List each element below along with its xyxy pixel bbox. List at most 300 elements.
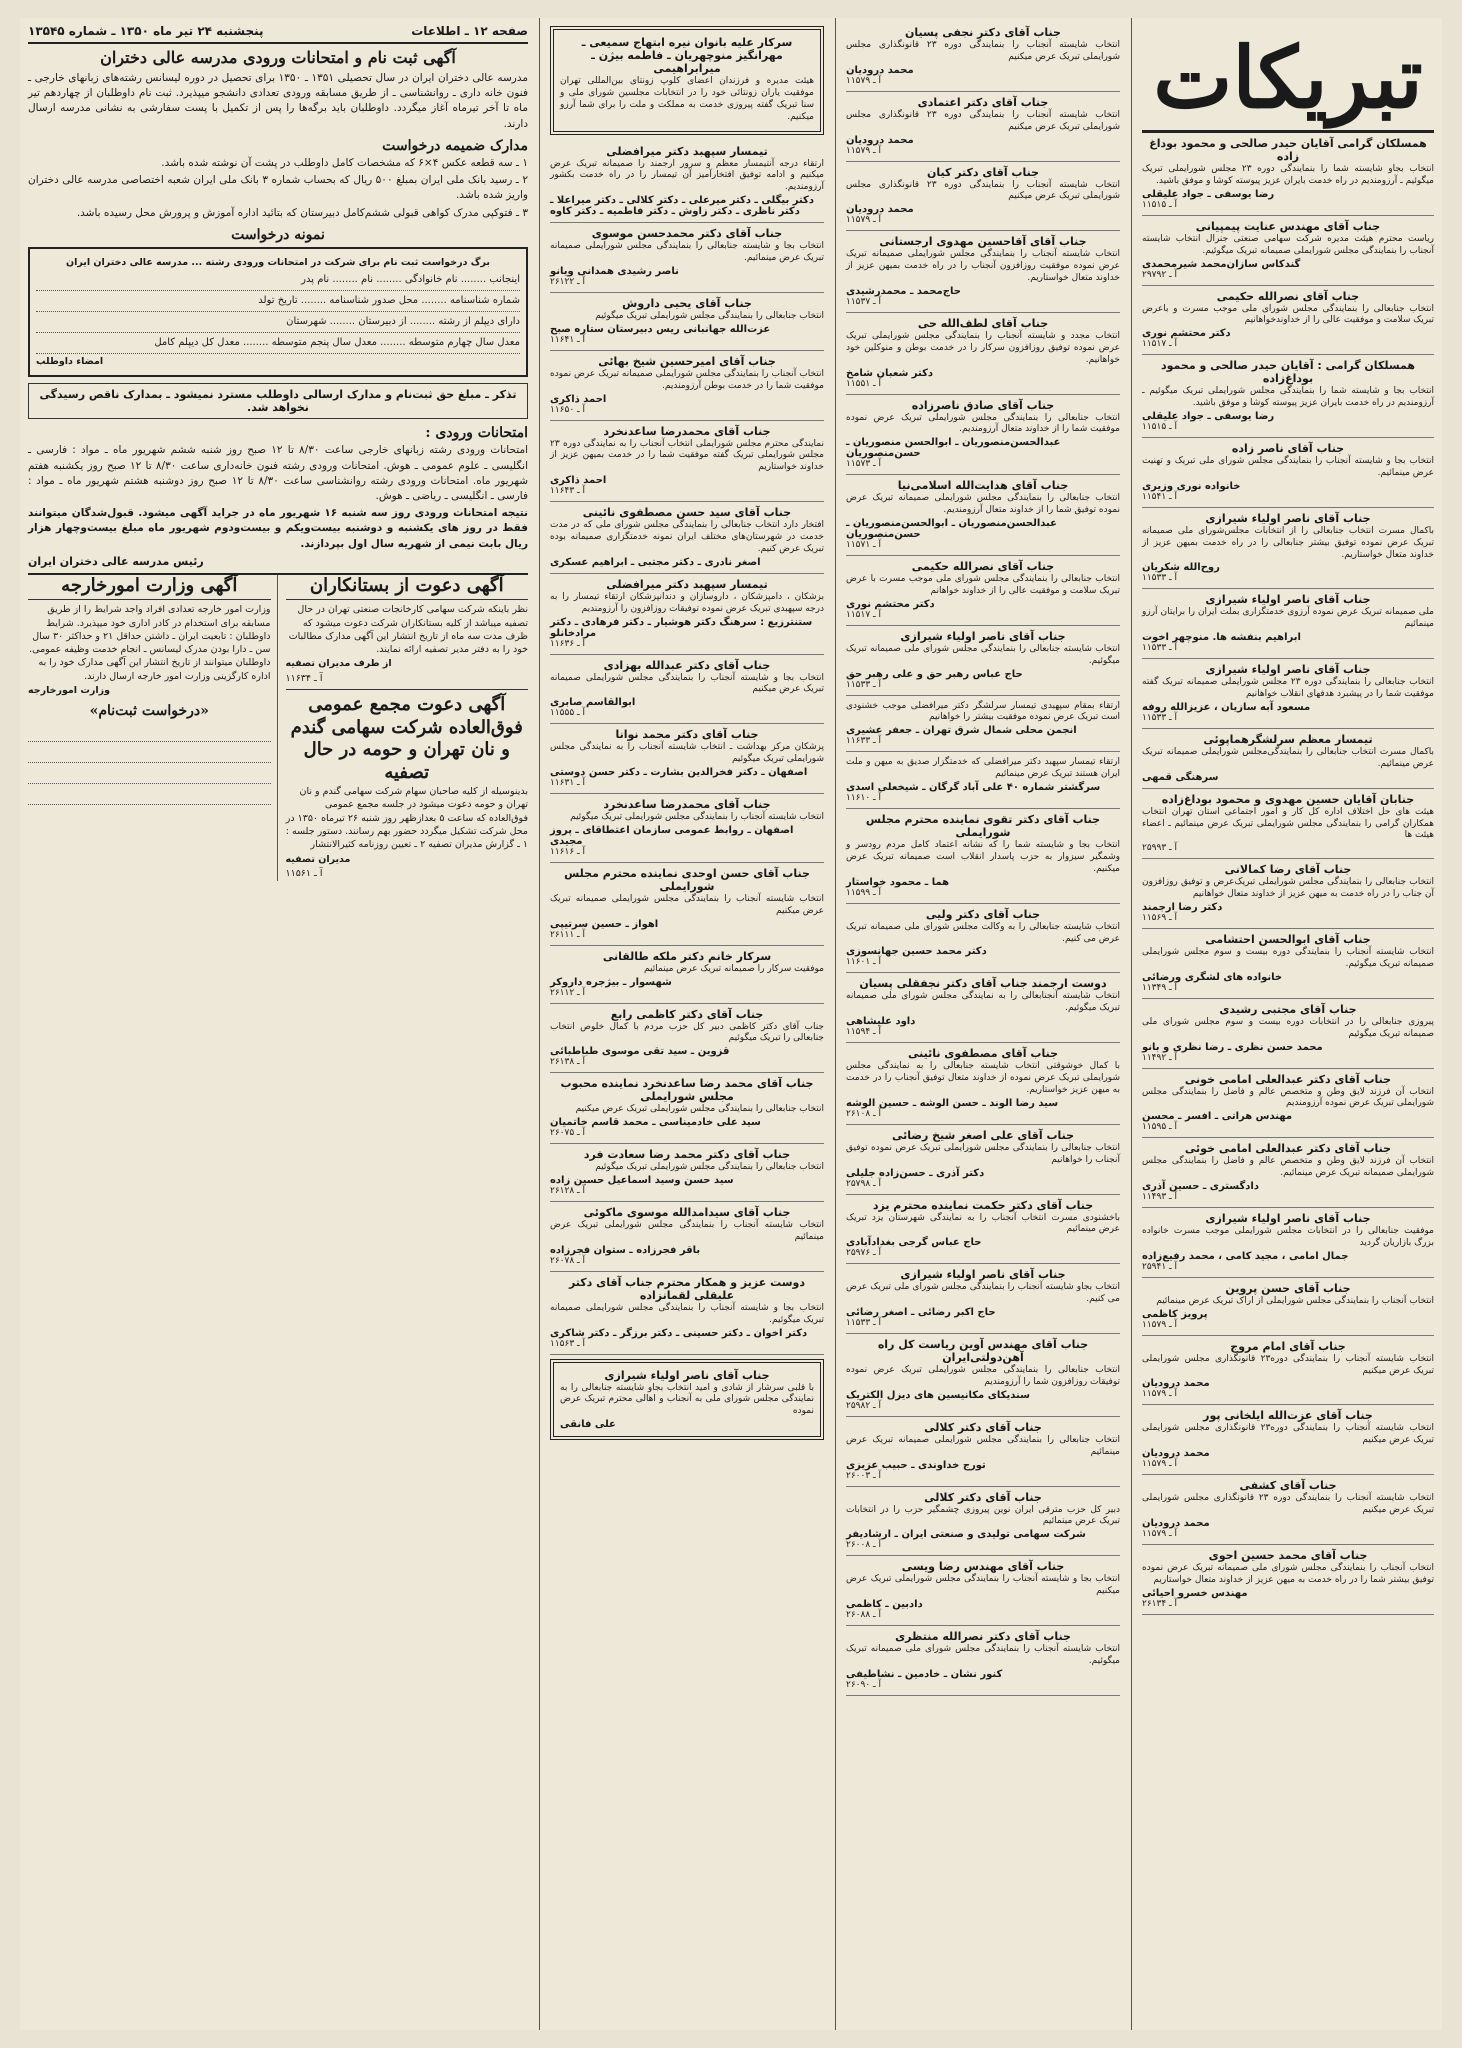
ad-number: آ ـ ۱۱۵۷۹ bbox=[1142, 1459, 1178, 1470]
ad-body: باکمال مسرت انتخاب جنابعالی را از انتخابات مجلس‌شورای ملی صمیمانه تبریک عرض نموده توفیق بیشتر جنابعالی را در راه خدمت بمیهن عزیز از خداوند متعال خواستاریم. bbox=[1142, 525, 1434, 560]
column-congratulations-1 bbox=[1134, 18, 1442, 2030]
ad-number: آ ـ ۲۹۷۹۲ bbox=[1142, 269, 1178, 280]
ad-number: آ ـ ۱۱۵۶۹ bbox=[1142, 913, 1178, 923]
congratulation-ad bbox=[846, 162, 1120, 232]
ad-title: تیمسار سپهبد دکتر میرافضلی bbox=[606, 144, 768, 158]
ad-signature: محمد درودیان bbox=[846, 64, 914, 76]
ad-title: جناب آقای مجتبی رشیدی bbox=[1219, 1002, 1357, 1016]
column-congratulations-3 bbox=[542, 18, 832, 2030]
congratulation-ad bbox=[846, 395, 1120, 476]
ad-title: جناب آقای عزت‌الله ایلخانی پور bbox=[1203, 1409, 1373, 1423]
ad-body: باخشنودی مسرت انتخاب آنجناب را به نمایندگی شهرستان یزد تبریک عرض مینمائیم bbox=[846, 1212, 1120, 1235]
ad-signature: روح‌الله شکریان bbox=[1142, 562, 1220, 574]
ad-title: جناب آقای ناصر زاده bbox=[1231, 442, 1345, 455]
congratulation-ad bbox=[846, 626, 1120, 696]
congratulation-ad bbox=[846, 231, 1120, 313]
ad-signature: ابراهیم بنفشه ها. منوچهر اخوت bbox=[1142, 632, 1301, 644]
ad-signature: تورج خداوندی ـ حبیب عزیزی bbox=[846, 1459, 986, 1471]
form-line bbox=[28, 742, 271, 763]
ad-number: آ ـ ۲۶۰۷۸ bbox=[550, 1255, 586, 1266]
ad-signature: عبدالحسن‌منصوریان ـ ابوالحسن منصوریان ـ حسن‌منصوریان bbox=[846, 437, 1061, 460]
ad-body: انتخاب شایسته آنجناب را بنمایندگی مجلس شورایملی صمیمانه تبریک عرض نموده موفقیت روزافزون آنجناب را در راه خدمت بمیهن عزیز از خداوند متعال خواستاریم. bbox=[846, 249, 1120, 283]
ad-signature: پرویز کاظمی bbox=[1142, 1308, 1208, 1320]
ad-body: انتخاب جنابعالی را بنمایندگی مجلس شورایملی صمیمانه تبریک عرض مینمائیم bbox=[846, 1434, 1120, 1457]
congratulation-ad bbox=[846, 1626, 1120, 1696]
form-line bbox=[28, 721, 271, 742]
ad-title: دوست ارجمند جناب آقای دکتر نجفقلی پسیان bbox=[859, 977, 1107, 991]
congratulation-ad bbox=[1142, 1278, 1434, 1336]
congratulation-ad bbox=[550, 26, 824, 135]
ad-title: جناب آقای ناصر اولیاء شیرازی bbox=[900, 629, 1066, 643]
ad-title: جناب آقای مهندس عنایت پیمپیانی bbox=[1195, 219, 1381, 233]
ad-body: انتخاب شایسته آنجناب را بنمایندگی دوره۲۳ قانونگذاری مجلس شورایملی تبریک عرض میکنیم bbox=[1142, 1423, 1435, 1446]
ad-number: آ ـ ۱۱۵۴۱ bbox=[1142, 491, 1178, 502]
ad-signature: مهندس هراتی ـ افسر ـ محسن bbox=[1142, 1111, 1293, 1123]
ad-signature: قزوین ـ سید تقی موسوی طباطبائی bbox=[550, 1046, 730, 1058]
ad-number: آ ـ ۱۱۶۴۱ bbox=[550, 334, 586, 345]
congratulation-ad bbox=[846, 475, 1120, 556]
congratulation-ad bbox=[1142, 859, 1434, 929]
ad-title: جناب آقای محمدرضا ساعدنخرد bbox=[603, 424, 771, 438]
ad-title: جناب آقای صادق ناصرزاده bbox=[911, 398, 1055, 412]
ad-body: انتخاب شایسته آنجناب را بنمایندگی دوره ۲۳ قانونگذاری مجلس شورایملی تبریک عرض میکنیم bbox=[1142, 1493, 1434, 1515]
congratulation-ad bbox=[550, 223, 824, 293]
ads-list bbox=[846, 22, 1120, 1696]
congratulation-ad bbox=[1142, 355, 1434, 438]
ad-number: آ ـ ۱۱۵۷۱ bbox=[846, 540, 882, 550]
ad-title: جناب آقای ناصر اولیاء شیرازی bbox=[1205, 663, 1371, 677]
ad-signature: دادگستری ـ حسین آذری bbox=[1142, 1181, 1259, 1192]
ad-signature: سید علی خادمیناسی ـ محمد قاسم خاتمیان bbox=[550, 1117, 761, 1129]
ad-body: انتخاب جنابعالی را بنمایندگی مجلس شورایملی تبریک عرض میکنیم bbox=[575, 1104, 824, 1115]
congratulation-ad bbox=[550, 946, 824, 1004]
ad-title: جناب آقای ناصر اولیاء شیرازی bbox=[1205, 1212, 1371, 1225]
ad-signature: سرهنگی قمهی bbox=[1142, 771, 1219, 783]
ad-signature: دادبین ـ کاظمی bbox=[846, 1599, 923, 1610]
ad-title: جناب آقای محمد رضا ساعدنخرد نماینده محبوب مجلس شورایملی bbox=[560, 1077, 814, 1104]
ad-body: نمایندگی محترم مجلس شورایملی انتخاب آنجناب را به نمایندگی دوره ۲۳ مجلس شورایملی تبریک گفته موفقیت شما را در خدمت بمیهن عزیز از خداوند خواستاریم bbox=[550, 438, 824, 473]
ad-signature: عزت‌الله جهانبانی ریس دبیرستان ستاره صبح bbox=[550, 323, 771, 335]
ad-title: جناب آقای حسن پروین bbox=[1225, 1281, 1351, 1295]
ad-body: پیروزی جنابعالی را در انتخابات دوره بیست و سوم مجلس شورای ملی صمیمانه تبریک میگوئیم bbox=[1142, 1016, 1434, 1039]
ad-number: آ ـ ۱۱۵۱۷ bbox=[1142, 339, 1178, 350]
ad-body: انتخاب جنابعالی را بنمایندگی دوره ۲۳ مجلس شورایملی صمیمانه تبریک گفته موفقیت شما را در پیشبرد هدفهای انقلاب خواهانیم bbox=[1142, 677, 1434, 699]
congratulation-ad bbox=[846, 1417, 1120, 1487]
congratulation-ad bbox=[1142, 1545, 1434, 1615]
ad-number: آ ـ ۲۵۹۴۱ bbox=[1142, 1261, 1178, 1272]
date-label: پنجشنبه ۲۴ تیر ماه ۱۳۵۰ ـ شماره ۱۳۵۴۵ bbox=[28, 24, 264, 38]
ad-signature: جمال امامی ، مجید کامی ، محمد رفیع‌زاده bbox=[1142, 1250, 1349, 1262]
form-sample-heading: نمونه درخواست bbox=[231, 226, 325, 243]
ad-body: ارتقاء درجه آنتیمسار معظم و سرور ارجمند را صمیمانه تبریک عرض میکنیم و ادامه توفیق افتخارآمیز آن تیمسار را در راه خدمت بکشور آرزومندیم. bbox=[550, 158, 824, 193]
ad-title: جناب آقای دکتر حکمت نماینده محترم یزد bbox=[872, 1198, 1094, 1212]
ad-body: انتخاب شایسته آنجناب را بنمایندگی مجلس شورای ملی صمیمانه تبریک میگوئیم. bbox=[846, 1644, 1120, 1666]
ad-signature: احمد ذاکری bbox=[550, 475, 607, 487]
ad-number: آ ـ ۱۱۵۹۴ bbox=[846, 1027, 882, 1038]
ad-body: انتخاب جنابعالی را بنمایندگی مجلس شورای ملی موجب مسرت و باعرض تبریک سلامت و موفقیت عالی را از خداوندخواهانیم bbox=[1142, 303, 1434, 326]
ad-body: انتخاب بجا و شایسته آنجناب را بنمایندگی مجلس شورای ملی تبریک و تهنیت عرض مینمائیم. bbox=[1142, 456, 1434, 478]
ad-body: هیئت مدیره و فرزندان اعضای کلوپ زونتای بین‌المللی تهران موفقیت یاران زونتائی خود را در انتخابات مجلسین شورای ملی و سنا تبریک گفته پیروزی خدمت به مملکت و ملت را برای شما آرزو میکنیم. bbox=[560, 76, 814, 122]
congratulation-ad bbox=[550, 1272, 824, 1355]
ad-title: جناب آقای ناصر اولیاء شیرازی bbox=[1205, 511, 1371, 525]
creditors-signature: از طرف مدیران تصفیه bbox=[285, 658, 392, 670]
bottom-ads bbox=[28, 573, 528, 881]
ad-number: آ ـ ۱۱۴۹۳ bbox=[1142, 1192, 1178, 1202]
ad-number: آ ـ ۱۱۶۰۱ bbox=[846, 957, 882, 968]
ad-title: تیمسار سپهبد دکتر میرافضلی bbox=[606, 577, 768, 591]
congratulation-ad bbox=[1142, 1069, 1434, 1139]
ad-body: ارتقاء تیمسار سپهبد دکتر میرافضلی که خدمتگزار صدیق به میهن و ملت ایران هستند تبریک عرض مینمائیم bbox=[846, 757, 1120, 780]
congratulation-ad bbox=[550, 1004, 824, 1074]
congratulation-ad bbox=[846, 1264, 1120, 1334]
ad-title: جناب آقای دکتر محمد رضا سعادت فرد bbox=[583, 1148, 791, 1162]
ad-title: جناب آقای آقاحسین مهدوی ارجستانی bbox=[879, 235, 1087, 249]
ad-number: آ ـ ۱۱۵۳۳ bbox=[1142, 712, 1178, 723]
ad-title: جناب آقای علی اصغر شیخ رضائی bbox=[891, 1128, 1075, 1142]
ad-signature: باقر فجرزاده ـ ستوان فجرزاده bbox=[550, 1244, 701, 1256]
ad-title: جناب آقای نصرالله حکیمی bbox=[911, 560, 1055, 573]
ad-title: جناب آقای دکتر نجفی پسیان bbox=[905, 26, 1061, 39]
results-text: نتیجه امتحانات ورودی روز سه شنبه ۱۶ شهریور ماه در جراید آگهی میشود. قبول‌شدگان میتوانند فقط در روز های یکشنبه و دوشنبه بیست‌ویکم و بیست‌ودوم شهریور ماه مبلغ بیست‌وچهار هزار ریال بابت نیمی از شهریه سال اول بپردازند. bbox=[28, 507, 528, 550]
congratulation-ad bbox=[550, 655, 824, 725]
ad-body: انتخاب آنجناب را بنمایندگی مجلس شورایملی صمیمانه تبریک عرض نموده موفقیت شما را در خدمت بوطن آرزومندیم. bbox=[550, 368, 824, 391]
assembly-signature: مدیران تصفیه bbox=[285, 853, 351, 865]
ad-title: جناب آقای مهندس رضا ویسی bbox=[901, 1560, 1065, 1574]
ad-title: جناب آقای دکتر کلالی bbox=[924, 1490, 1042, 1504]
ad-body: انتخاب بجا و شایسته آنجناب را بنمایندگی مجلس شورایملی تبریک عرض میکنیم bbox=[846, 1574, 1120, 1597]
ad-signature: دکتر بیگلی ـ دکتر میرعلی ـ دکتر کلالی ـ دکتر میراعلا ـ دکتر ناظری ـ دکتر زاوش ـ دکتر فاطمیه ـ دکتر کاوه bbox=[550, 195, 814, 218]
ad-body: دبیر کل حزب مترقی ایران نوین پیروزی چشمگیر حزب را در انتخابات تبریک عرض مینمائیم bbox=[846, 1504, 1120, 1527]
ad-signature: ابوالقاسم صابری bbox=[550, 697, 636, 709]
exams-heading: امتحانات ورودی : bbox=[425, 425, 528, 442]
ad-title: جناب آقای کشفی bbox=[1239, 1479, 1337, 1493]
ad-body: انتخاب جنابعالی را بنمایندگی مجلس شورایملی تبریک عرض نموده توفیق آنجناب را خواهانیم bbox=[846, 1142, 1120, 1165]
ad-body: انتخاب شایسته آنجناب را بنمایندگی مجلس شورایملی تبریک میگوئیم bbox=[570, 812, 824, 822]
congratulation-ad bbox=[846, 809, 1120, 904]
ad-signature: حاج‌محمد ـ محمدرشیدی bbox=[846, 285, 961, 297]
ad-number: آ ـ ۱۱۵۵۱ bbox=[846, 378, 882, 389]
creditors-ads bbox=[286, 575, 529, 881]
ad-signature: شرکت سهامی تولیدی و صنعتی ایران ـ ارشادیفر bbox=[846, 1529, 1086, 1541]
column-congratulations-2 bbox=[838, 18, 1128, 2030]
ad-number: آ ـ ۱۱۵۷۹ bbox=[1142, 1389, 1178, 1400]
ad-signature: مسعود آبه سازیان ، عزیزالله روفه bbox=[1142, 701, 1311, 713]
ad-body: انتخاب شایسته آنجناب را بنمایندگی دوره ۲۳ قانونگذاری مجلس شورایملی تبریک عرض میکنیم bbox=[846, 109, 1120, 132]
ad-number: آ ـ ۱۱۵۳۷ bbox=[846, 296, 882, 307]
congratulation-ad bbox=[1142, 1138, 1434, 1208]
ad-body: انتخاب شایسته جنابعالی را بنمایندگی مجلس شورای ملی صمیمانه تبریک میگوئیم. bbox=[846, 643, 1120, 666]
ad-number: آ ـ ۱۱۵۹۵ bbox=[1142, 1122, 1178, 1133]
congratulation-ad bbox=[846, 1487, 1120, 1557]
masthead-title: تبریکات bbox=[1142, 22, 1434, 133]
ad-body: انتخاب بجا و شایسته آنجناب را بنمایندگی مجلس شورایملی صمیمانه تبریک عرض میکنیم bbox=[550, 672, 824, 695]
ad-number: آ ـ ۱۱۶۵۰ bbox=[550, 404, 586, 415]
form-title: برگ درخواست ثبت نام برای شرکت در امتحانات ورودی رشته ... مدرسه عالی دختران ایران bbox=[66, 256, 490, 268]
congratulation-ad bbox=[550, 502, 824, 574]
notice-title: آگهی ثبت نام و امتحانات ورودی مدرسه عالی دختران bbox=[100, 48, 456, 67]
congratulation-ad bbox=[846, 973, 1120, 1043]
congratulation-ad bbox=[1142, 508, 1434, 590]
form-lines bbox=[36, 270, 520, 354]
ad-body: انتخاب مجدد و شایسته آنجناب را بنمایندگی مجلس شورایملی تبریک عرض نموده توفیق روزافزون سرکار را در خدمت بوطن و منوکلین خود خواهانیم. bbox=[846, 330, 1120, 365]
assembly-number: آ ـ ۱۱۵۶۱ bbox=[285, 867, 323, 879]
ad-number: آ ـ ۲۵۹۷۶ bbox=[846, 1248, 882, 1259]
ad-title: جناب آقای سیدامدالله موسوی ماکوئی bbox=[583, 1206, 791, 1219]
ad-title: جناب آقای سید حسن مصطفوی نائینی bbox=[582, 506, 792, 520]
ad-body: انتخاب آنجناب را بنمایندگی مجلس شورای ملی صمیمانه تبریک عرض نموده توفیق بیشتر شما را در راه خدمت به میهن عزیز از خداوند متعال خواستاریم bbox=[1142, 1562, 1434, 1585]
assembly-text: بدینوسیله از کلیه صاحبان سهام شرکت سهامی گندم و نان تهران و حومه دعوت میشود در جلسه مجمع عمومی فوق‌العاده که ساعت ۵ بعدازظهر روز شنبه ۲۶ تیرماه ۱۳۵۰ در محل شرکت تشکیل میگردد حضور بهم رسانند. دستور جلسه : ۱ ـ گزارش مدیران تصفیه ۲ ـ تعیین روزنامه کثیرالانتشار bbox=[285, 786, 528, 851]
ad-number: آ ـ ۲۵۹۸۲ bbox=[846, 1400, 882, 1411]
ad-body: با کمال خوشوقتی انتخاب شایسته جنابعالی را به نمایندگی مجلس شورایملی تبریک عرض نموده از خداوند متعال توفیق آنجناب را در خدمت به میهن عزیز خواستاریم. bbox=[846, 1061, 1120, 1095]
ad-signature: اهواز ـ حسین سرتیپی bbox=[550, 918, 659, 930]
ad-number: آ ـ ۱۱۵۵۵ bbox=[550, 708, 586, 719]
foreign-ministry-ad bbox=[28, 575, 278, 881]
page-header bbox=[28, 22, 528, 44]
ad-signature: رضا یوسفی ـ جواد علیقلی bbox=[1142, 188, 1275, 200]
ad-title: جناب آقای ناصر اولیاء شیرازی bbox=[900, 1268, 1066, 1282]
ad-number: آ ـ ۲۶۰۰۳ bbox=[846, 1470, 882, 1481]
ad-body: ارتقاء بمقام سپهبدی تیمسار سرلشگر دکتر میرافضلی موجب خشنودی است تبریک عرض نموده موفقیت بیشتر را خواهانیم bbox=[846, 700, 1120, 723]
ad-number: آ ـ ۲۶۰۸۸ bbox=[846, 1610, 882, 1620]
column-notices bbox=[20, 18, 536, 2030]
ad-title: جناب آقای دکتر کلالی bbox=[924, 1420, 1042, 1434]
ad-number: آ ـ ۱۱۵۳۳ bbox=[1142, 573, 1178, 584]
ad-title: جناب آقای دکتر عبدالعلی امامی خوئی bbox=[1184, 1142, 1392, 1156]
ad-body: انتخاب جنابعالی را بنمایندگی مجلس شورایملی تبریک‌عرض و توفیق روزافزون آن جناب را در راه خدمت به میهن عزیز از خداوند متعال خواهانیم bbox=[1142, 877, 1434, 900]
ad-signature: حاج عباس گرجی بغداد‌آبادی bbox=[846, 1237, 982, 1249]
ad-number: آ ـ ۲۵۷۹۸ bbox=[846, 1178, 882, 1189]
ad-body: انتخاب شایسته آنجنابعالی را به نمایندگی مجلس شورای ملی صمیمانه تبریک میگوئیم. bbox=[846, 991, 1120, 1014]
ad-signature: ناصر رشیدی همدانی ویانو bbox=[550, 265, 679, 277]
ad-signature: دکتر محتشم نوری bbox=[1142, 328, 1231, 340]
column-rule bbox=[835, 18, 836, 2030]
congratulation-ad bbox=[846, 1043, 1120, 1125]
ad-body: انتخاب آنجناب را بنمایندگی مجلس شورایملی از اراک تبریک عرض مینمائیم bbox=[1156, 1295, 1434, 1306]
congratulation-ad bbox=[846, 1125, 1120, 1195]
ad-title: جناب آقای دکتر نصرالله منتظری bbox=[895, 1630, 1071, 1643]
ad-number: آ ـ ۲۵۹۹۳ bbox=[1142, 843, 1178, 854]
ad-body: افتخار دارد انتخاب جنابعالی را بنمایندگی مجلس شورای ملی که در مدت خدمت در شهرستان‌های مختلف ایران نمونه خدمتگزاری صمیمانه بوده تبریک عرض کنیم. bbox=[550, 520, 824, 554]
congratulation-ad bbox=[846, 1556, 1120, 1626]
ad-signature: دکتر رضا ارجمند bbox=[1142, 902, 1223, 913]
ads-list bbox=[550, 26, 824, 1440]
ad-title: جناب آقای محمد حسین احوی bbox=[1208, 1548, 1368, 1562]
foreign-ministry-text: وزارت امور خارجه تعدادی افراد واجد شرایط را از طریق مسابقه برای استخدام در کادر اداری خود میپذیرد. شرایط داوطلبان : تابعیت ایران ـ داشتن حداقل ۲۱ و حداکثر ۳۰ سال سن ـ دارا بودن مدرک لیسانس ـ انجام خدمت وظیفه عمومی. داوطلبان میتوانند از تاریخ انتشار این آگهی مدارک خود را به اداره کارگزینی وزارت امور خارجه ارسال دارند. bbox=[29, 604, 271, 682]
ad-title: جناب آقای دکتر محمد نوانا bbox=[615, 728, 759, 742]
ad-body: انتخاب شایسته آنجناب را بنمایندگی دوره بیست و سوم مجلس شورایملی صمیمانه تبریک میگوئیم. bbox=[1142, 947, 1434, 969]
ad-title: جناب آقای نصرالله حکیمی bbox=[1216, 289, 1360, 303]
congratulation-ad bbox=[1142, 133, 1434, 216]
exams-text: امتحانات ورودی رشته زبانهای خارجی ساعت ۸/۳۰ تا ۱۲ صبح روز شنبه ششم شهریور ماه ـ مواد : فارسی ـ انگلیسی ـ علوم عمومی ـ هوش. امتحانات ورودی رشته فنون خانه‌داری ساعت ۸/۳۰ تا ۱۲ صبح روز یکشنبه هفتم شهریور ماه. امتحانات ورودی رشته روانشناسی ساعت ۸/۳۰ تا ۱۲ صبح روز دوشنبه هشتم شهریور ماه ـ مواد : فارسی ـ انگلیسی ـ ریاضی ـ هوش. bbox=[28, 444, 529, 502]
congratulation-ad bbox=[550, 1073, 824, 1144]
ad-number: آ ـ ۲۶۱۰۸ bbox=[846, 1108, 882, 1119]
ad-number: آ ـ ۲۶۱۱۱ bbox=[550, 929, 586, 940]
congratulation-ad bbox=[550, 1202, 824, 1272]
congratulation-ad bbox=[846, 1195, 1120, 1265]
ad-number: آ ـ ۱۱۵۳۳ bbox=[846, 679, 882, 690]
congratulation-ad bbox=[1142, 216, 1434, 286]
congratulation-ad bbox=[550, 1144, 824, 1202]
column-rule bbox=[539, 18, 540, 2030]
creditors-number: آ ـ ۱۱۶۳۴ bbox=[285, 672, 323, 684]
congratulation-ad bbox=[1142, 1208, 1434, 1278]
form-line: شماره شناسنامه ........ محل صدور شناسنامه ........ تاریخ تولد bbox=[36, 291, 520, 312]
ad-signature: خانواده نوری وزیری bbox=[1142, 480, 1241, 492]
ad-body: انتخاب بجاو شایسته آنجناب را بنمایندگی مجلس شورای ملی تبریک عرض می کنیم. bbox=[846, 1282, 1120, 1305]
congratulation-ad bbox=[846, 22, 1120, 92]
ad-number: آ ـ ۱۱۵۱۵ bbox=[1142, 422, 1178, 432]
ad-number: آ ـ ۲۶۱۳۴ bbox=[1142, 1598, 1178, 1609]
congratulation-ad bbox=[1142, 1475, 1434, 1545]
ad-body: انتخاب بجا و شایسته جنابعالی را بنمایندگی مجلس شورایملی صمیمانه تبریک عرض مینمائیم. bbox=[550, 241, 824, 263]
ad-title: تیمسار معظم سرلشگر‌هماپوئی bbox=[1203, 732, 1373, 746]
congratulation-ad bbox=[1142, 286, 1434, 356]
ad-signature: انجمن محلی شمال شرق تهران ـ جعفر عشیری bbox=[846, 725, 1077, 737]
congratulation-ad bbox=[1142, 1336, 1434, 1406]
ad-number: آ ـ ۲۶۰۹۰ bbox=[846, 1679, 882, 1690]
ad-body: انتخاب بجاو شایسته شما را بنمایندگی دوره ۲۳ مجلس شورایملی تبریک میگوئیم ـ آرزومندیم در راه خدمت بایران عزیز پیوسته کوشا و موفق باشید. bbox=[1142, 164, 1434, 186]
ad-body: ریاست محترم هیئت مدیره شرکت سهامی صنعتی جنرال انتخاب شایسته آنجناب را بنمایندگی مجلس شورایملی صمیمانه تبریک میگوئیم. bbox=[1142, 233, 1434, 256]
congratulation-ad bbox=[550, 421, 824, 503]
ad-number: آ ـ ۱۱۳۴۹ bbox=[1142, 982, 1178, 993]
ad-number: آ ـ ۱۱۵۷۹ bbox=[846, 75, 882, 86]
ad-signature: احمد ذاکری bbox=[550, 393, 607, 405]
congratulation-ad bbox=[846, 92, 1120, 162]
ad-signature: خانواده های لشگری ورضائی bbox=[1142, 971, 1283, 983]
ad-signature: سید رضا الوند ـ حسن الوشه ـ حسین الوشه bbox=[846, 1097, 1059, 1109]
application-form bbox=[28, 247, 528, 378]
congratulation-ad bbox=[846, 556, 1120, 626]
ad-number: آ ـ ۲۶۱۱۲ bbox=[550, 987, 586, 998]
ad-number: آ ـ ۱۱۶۳۱ bbox=[550, 778, 586, 788]
ad-number: آ ـ ۱۱۵۷۳ bbox=[846, 459, 882, 470]
page-label: صفحه ۱۲ ـ اطلاعات bbox=[411, 24, 528, 38]
creditors-text: نظر باینکه شرکت سهامی کارخانجات صنعتی تهران در حال تصفیه میباشد از کلیه بستانکاران شرکت دعوت میشود که ظرف مدت سه ماه از تاریخ انتشار این آگهی مدارک مطالبات خود را به دفتر مدیر تصفیه ارائه نمایند. bbox=[288, 604, 528, 656]
ad-signature: هما ـ محمود خواستار bbox=[846, 876, 950, 888]
foreign-ministry-title: آگهی وزارت امورخارجه bbox=[28, 575, 271, 600]
ad-signature: گندکاس سازان‌محمد شیرمحمدی bbox=[1142, 258, 1301, 270]
ad-signature: محمد حسن نظری ـ رضا نظری و بانو bbox=[1142, 1041, 1323, 1053]
foreign-ministry-signature: وزارت امورخارجه bbox=[28, 685, 111, 697]
congratulation-ad bbox=[1142, 438, 1434, 508]
congratulation-ad bbox=[1142, 1405, 1434, 1475]
ad-number: آ ـ ۲۶۰۷۵ bbox=[550, 1128, 586, 1139]
ad-signature: اصفهان ـ روابط عمومی سازمان اعتطاقای ـ پروز مجیدی bbox=[550, 824, 794, 847]
ad-title: همسلکان گرامی آقایان حیدر صالحی و محمود بوداغ زاده bbox=[1149, 137, 1427, 163]
ad-title: جناب آقای دکتر ولیی bbox=[925, 907, 1041, 921]
ad-number: آ ـ ۱۱۵۷۹ bbox=[1142, 1528, 1178, 1539]
ads-list bbox=[1142, 133, 1434, 1615]
ad-signature: مهندس خسرو احیائی bbox=[1142, 1587, 1248, 1599]
ad-number: آ ـ ۱۱۴۹۲ bbox=[1142, 1052, 1178, 1063]
congratulation-ad bbox=[550, 794, 824, 863]
column-rule bbox=[1131, 18, 1132, 2030]
ad-number: آ ـ ۱۱۶۴۳ bbox=[550, 486, 586, 497]
ad-signature: اصغر نادری ـ دکتر مجتبی ـ ابراهیم عسکری bbox=[550, 556, 761, 568]
ad-body: انتخاب شایسته آنجناب را بنمایندگی مجلس شورایملی تبریک عرض مینمائیم bbox=[550, 1220, 824, 1242]
form-line bbox=[28, 763, 271, 784]
ad-body: انتخاب شایسته آنجناب را بنمایندگی دوره۲۳ قانونگذاری مجلس شورایملی تبریک عرض میکنیم bbox=[1142, 1353, 1435, 1376]
ad-body: موفقیت سرکار را صمیمانه تبریک عرض مینمائیم bbox=[644, 963, 824, 974]
ad-title: جناب آقای مصطفوی نائینی bbox=[907, 1047, 1059, 1061]
documents-list bbox=[28, 156, 528, 221]
ad-title: جناب آقای هدایت‌الله اسلامی‌نیا bbox=[897, 479, 1069, 493]
ad-body: انتخاب شایسته آنجناب را بنمایندگی دوره ۲۳ قانونگذاری مجلس شورایملی تبریک عرض میکنیم bbox=[846, 40, 1120, 62]
ad-signature: سید حسن وسید اسماعیل حسین زاده bbox=[550, 1175, 734, 1186]
ad-title: جناب آقای دکتر اعتمادی bbox=[917, 95, 1049, 109]
ad-title: جناب آقای دکتر تقوی نماینده محترم مجلس شورایملی bbox=[865, 813, 1101, 839]
ad-signature: حاج عباس رهبر حق و علی رهبر حق bbox=[846, 668, 1023, 680]
ad-title: دوست عزیز و همکار محترم جناب آقای دکتر علیقلی لقمانزاده bbox=[568, 1275, 806, 1302]
ad-number: آ ـ ۲۶۱۲۲ bbox=[550, 276, 586, 287]
congratulation-ad bbox=[846, 904, 1120, 974]
ad-title: جناب آقای امیرحسین شیخ بهائی bbox=[598, 354, 776, 368]
ad-signature: دکتر اخوان ـ دکتر حسینی ـ دکتر برزگر ـ دکتر شاکری bbox=[550, 1327, 808, 1339]
ad-signature: ستنترزیع : سرهنگ دکتر هوشیار ـ دکتر فرهادی ـ دکتر مرادخانلو bbox=[550, 616, 813, 639]
ad-number: آ ـ ۲۶۰۰۸ bbox=[846, 1540, 882, 1551]
ad-number: آ ـ ۱۱۵۱۷ bbox=[846, 609, 882, 620]
congratulation-ad bbox=[846, 752, 1120, 809]
ad-body: انتخاب شایسته آنجناب را بنمایندگی مجلس شورایملی صمیمانه تبریک عرض میکنیم bbox=[550, 893, 824, 916]
ad-signature: محمد درودیان bbox=[1142, 1517, 1210, 1529]
ad-body: باکمال مسرت انتخاب جنابعالی را بنمایندگی‌مجلس شورایملی صمیمانه تبریک عرض مینمائیم. bbox=[1142, 746, 1434, 769]
ad-title: جناب آقای دکتر کاظمی رابع bbox=[610, 1007, 764, 1021]
ad-number: آ ـ ۱۱۶۱۶ bbox=[550, 846, 586, 857]
congratulation-ad bbox=[550, 863, 824, 946]
congratulation-ad bbox=[846, 696, 1120, 753]
ad-title: جناب آقای ناصر اولیاء شیرازی bbox=[604, 1368, 770, 1382]
ad-signature: داود علیشاهی bbox=[846, 1016, 916, 1028]
ad-body: انتخاب شایسته جنابعالی را به وکالت مجلس شورای ملی صمیمانه تبریک عرض می کنیم. bbox=[846, 921, 1120, 944]
ad-body: انتخاب شایسته آنجناب را بنمایندگی دوره ۲۳ قانونگذاری مجلس شورایملی تبریک عرض میکنیم bbox=[846, 179, 1120, 202]
ad-body: انتخاب آن فرزند لایق وطن و متخصص عالم و فاضل را بنمایندگی مجلس شورایملی تبریک عرض نموده آرزومندیم bbox=[1142, 1086, 1434, 1109]
ad-number: آ ـ ۱۱۵۷۹ bbox=[846, 145, 882, 156]
ad-signature: عبدالحسن‌منصوریان ـ ابوالحسن‌منصوریان ـ حسن‌منصوریان bbox=[846, 518, 1057, 540]
notice-intro: مدرسه عالی دختران ایران در سال تحصیلی ۱۳۵۱ ـ ۱۳۵۰ برای تحصیل در دوره لیسانس رشته‌های زبانهای خارجی ـ فنون خانه داری ـ روانشناسی ـ از طریق مسابقه ورودی تعدادی دانشجو میپذیرد. ثبت نام داوطلبان از چهاردهم تیر ماه تا آخر تیرماه آغاز میگردد. داوطلبان باید برگه‌ها را پس از تکمیل با پست سفارشی به نشانی مدرسه ارسال دارند. bbox=[28, 72, 528, 130]
ad-signature: دکتر شعبان شامخ bbox=[846, 367, 934, 379]
ad-title: جناب آقای حسن اوحدی نماینده محترم مجلس شورایملی bbox=[564, 866, 810, 893]
ad-signature: سندیکای مکانیسین های دیزل الکتریک bbox=[846, 1389, 1030, 1401]
ad-title: همسلکان گرامی : آقایان حیدر صالحی و محمود بوداغ‌زاده bbox=[1160, 359, 1416, 386]
ad-body: انتخاب بجا و شایسته شما را که نشانه اعتماد کامل مردم رودسر و وشمگیر سیزوار به حزب پاسدار انقلاب است صمیمانه تبریک عرض میکنیم. bbox=[846, 840, 1120, 874]
ad-signature: دکتر محمد حسین جهانسوزی bbox=[846, 946, 987, 958]
ad-body: انتخاب جنابعالی را بنمایندگی مجلس شورایملی تبریک میگوئیم bbox=[595, 310, 824, 321]
ad-number: آ ـ ۱۱۵۳۳ bbox=[1142, 643, 1178, 654]
ad-signature: دکتر محتشم نوری bbox=[846, 598, 935, 610]
ad-number: آ ـ ۱۱۵۷۹ bbox=[1142, 1319, 1178, 1330]
ad-title: جناب آقای ناصر اولیاء شیرازی bbox=[1205, 593, 1371, 607]
ad-title: جناب آقای ابوالحسن احتشامی bbox=[1205, 933, 1371, 946]
ad-body: بزشکان ، دامپزشکان ، داروسازان و دندانپزشکان ارتقاء تیمسار را به درجه سپهبدی تبریک عرض نموده توفیقات روزافزون را آرزومندیم bbox=[550, 591, 824, 614]
ad-signature: رضا یوسفی ـ جواد علیقلی bbox=[1142, 411, 1275, 422]
congratulation-ad bbox=[550, 351, 824, 421]
ad-body: انتخاب جنابعالی را بنمایندگی مجلس شورای ملی موجب مسرت با عرض تبریک سلامت و موفقیت عالی را از خداوند خواهانم bbox=[846, 574, 1120, 596]
ad-body: جناب آقای دکتر کاظمی دبیر کل حزب مردم با کمال خلوص انتخاب جنابعالی را تبریک میگوئیم bbox=[550, 1021, 824, 1044]
ad-number: آ ـ ۱۱۵۹۹ bbox=[846, 887, 882, 898]
congratulation-ad bbox=[1142, 929, 1434, 999]
ad-number: آ ـ ۱۱۶۱۰ bbox=[846, 793, 882, 803]
congratulation-ad bbox=[550, 574, 824, 655]
congratulation-ad bbox=[1142, 999, 1434, 1069]
ad-number: آ ـ ۱۱۵۳۳ bbox=[846, 1318, 882, 1328]
ad-body: انتخاب بجا و شایسته شما را بنمایندگی مجلس شورایملی تبریک میگوئیم ـ آرزومندیم در راه خدمت بایران عزیز پیوسته کوشا و موفق باشید. bbox=[1142, 386, 1434, 409]
ad-title: سرکار علیه بانوان نیره ابتهاج سمیعی ـ مهرانگیز منوچهریان ـ فاطمه بیژن ـ میرابراهیمی bbox=[581, 36, 793, 75]
ad-body: انتخاب آن فرزند لایق وطن و متخصص عالم و فاضل را بنمایندگی مجلس شورایملی صمیمانه تبریک عرض مینمائیم. bbox=[1142, 1156, 1434, 1179]
congratulation-ad bbox=[550, 1359, 824, 1441]
ad-body: با قلبی سرشار از شادی و امید انتخاب بجاو شایسته جنابعالی را به نمایندگی مجلس شورای ملی به آنجناب و اهالی محترم تبریک عرض نموده bbox=[560, 1382, 814, 1417]
ad-body: موفقیت جنابعالی را در انتخابات مجلس شورایملی موجب مسرت خانواده بزرگ بازاریان گردید bbox=[1142, 1226, 1434, 1248]
ad-number: آ ـ ۲۶۱۲۸ bbox=[550, 1186, 586, 1196]
